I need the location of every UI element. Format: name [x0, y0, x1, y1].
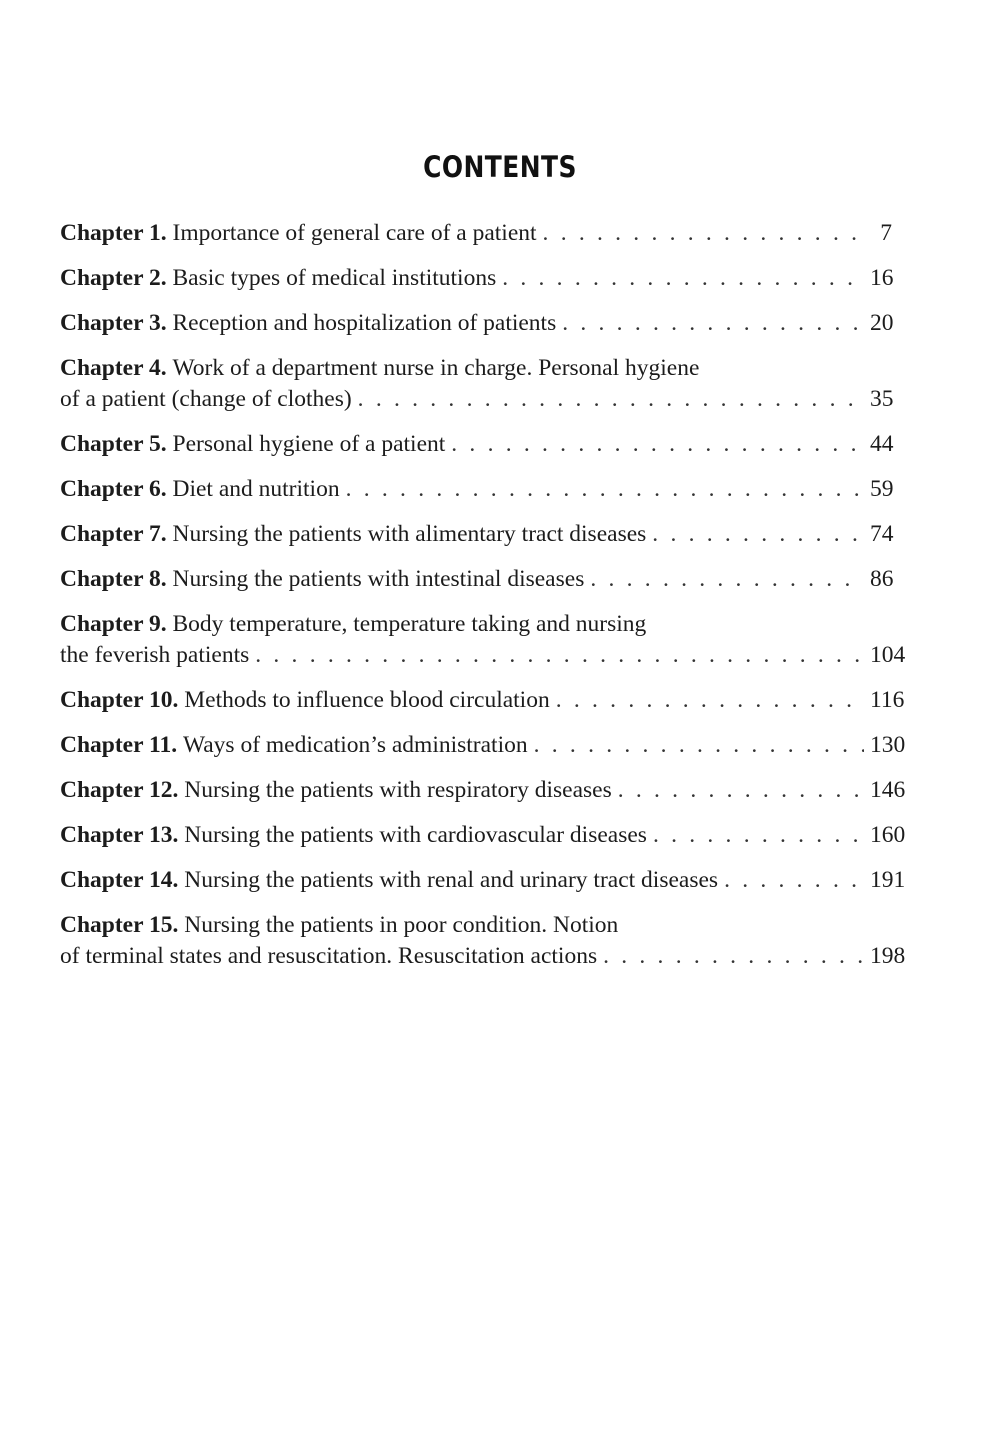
toc-entry-chapter-9	[60, 609, 906, 671]
chapter-label: Chapter 4.	[60, 355, 167, 381]
page-number: 74	[870, 521, 894, 547]
toc-entry-chapter-14	[60, 865, 906, 896]
toc-entry-chapter-6	[60, 474, 892, 505]
dot-leader	[346, 474, 864, 505]
page-number: 7	[880, 220, 892, 246]
dot-leader	[502, 263, 864, 294]
page-title: CONTENTS	[423, 150, 577, 184]
toc-entry-chapter-2	[60, 263, 892, 294]
chapter-title: Nursing the patients with cardiovascular diseases	[184, 822, 647, 848]
chapter-title: Nursing the patients with intestinal diseases	[172, 566, 585, 592]
dot-leader	[724, 865, 864, 896]
chapter-label: Chapter 3.	[60, 310, 167, 336]
chapter-label: Chapter 14.	[60, 867, 179, 893]
page-number: 104	[870, 642, 906, 668]
chapter-label: Chapter 13.	[60, 822, 179, 848]
chapter-label: Chapter 15.	[60, 912, 179, 938]
chapter-label: Chapter 9.	[60, 611, 167, 637]
chapter-title: of terminal states and resuscitation. Resuscitation actions	[60, 943, 598, 969]
page-number: 44	[870, 431, 894, 457]
chapter-title: Nursing the patients with respiratory diseases	[184, 777, 612, 803]
dot-leader	[534, 730, 864, 761]
chapter-label: Chapter 12.	[60, 777, 179, 803]
toc-entry-chapter-10	[60, 685, 905, 716]
chapter-title: Nursing the patients with renal and urinary tract diseases	[184, 867, 719, 893]
chapter-label: Chapter 7.	[60, 521, 167, 547]
toc-entry-chapter-8	[60, 564, 892, 595]
page-number: 20	[870, 310, 894, 336]
chapter-label: Chapter 6.	[60, 476, 167, 502]
page-number: 198	[870, 943, 906, 969]
dot-leader	[562, 308, 864, 339]
chapter-title: Nursing the patients with alimentary tract diseases	[172, 521, 647, 547]
page-number: 35	[870, 386, 894, 412]
table-of-contents	[60, 218, 906, 986]
toc-entry-chapter-5	[60, 429, 892, 460]
chapter-label: Chapter 1.	[60, 220, 167, 246]
dot-leader	[618, 775, 864, 806]
toc-entry-chapter-3	[60, 308, 892, 339]
chapter-title-line-1: Work of a department nurse in charge. Personal hygiene	[172, 355, 700, 381]
chapter-title: of a patient (change of clothes)	[60, 386, 352, 412]
page-number: 59	[870, 476, 894, 502]
page-number: 130	[870, 732, 906, 758]
chapter-label: Chapter 2.	[60, 265, 167, 291]
dot-leader	[653, 820, 864, 851]
toc-entry-chapter-13	[60, 820, 906, 851]
chapter-title: Diet and nutrition	[172, 476, 340, 502]
chapter-title: Methods to influence blood circulation	[184, 687, 550, 713]
chapter-title: Importance of general care of a patient	[172, 220, 537, 246]
chapter-label: Chapter 11.	[60, 732, 178, 758]
dot-leader	[358, 384, 864, 415]
page-number: 146	[870, 777, 906, 803]
chapter-title: the feverish patients	[60, 642, 250, 668]
toc-entry-chapter-4	[60, 353, 892, 415]
chapter-title: Personal hygiene of a patient	[172, 431, 446, 457]
toc-entry-chapter-15	[60, 910, 906, 972]
chapter-label: Chapter 10.	[60, 687, 179, 713]
chapter-title-line-1: Body temperature, temperature taking and nursing	[172, 611, 647, 637]
chapter-label: Chapter 5.	[60, 431, 167, 457]
dot-leader	[255, 640, 864, 671]
dot-leader	[543, 218, 864, 249]
page-number: 191	[870, 867, 906, 893]
toc-entry-chapter-1	[60, 218, 892, 249]
page-number: 16	[870, 265, 894, 291]
dot-leader	[451, 429, 864, 460]
toc-entry-chapter-11	[60, 730, 906, 761]
dot-leader	[556, 685, 864, 716]
chapter-title: Reception and hospitalization of patients	[172, 310, 557, 336]
page-number: 116	[870, 687, 905, 713]
chapter-title-line-1: Nursing the patients in poor condition. Notion	[184, 912, 619, 938]
chapter-title: Ways of medication’s administration	[182, 732, 528, 758]
toc-entry-chapter-7	[60, 519, 892, 550]
page-number: 86	[870, 566, 894, 592]
dot-leader	[590, 564, 864, 595]
chapter-label: Chapter 8.	[60, 566, 167, 592]
chapter-title: Basic types of medical institutions	[172, 265, 497, 291]
dot-leader	[652, 519, 864, 550]
toc-entry-chapter-12	[60, 775, 906, 806]
dot-leader	[603, 941, 864, 972]
page-number: 160	[870, 822, 906, 848]
